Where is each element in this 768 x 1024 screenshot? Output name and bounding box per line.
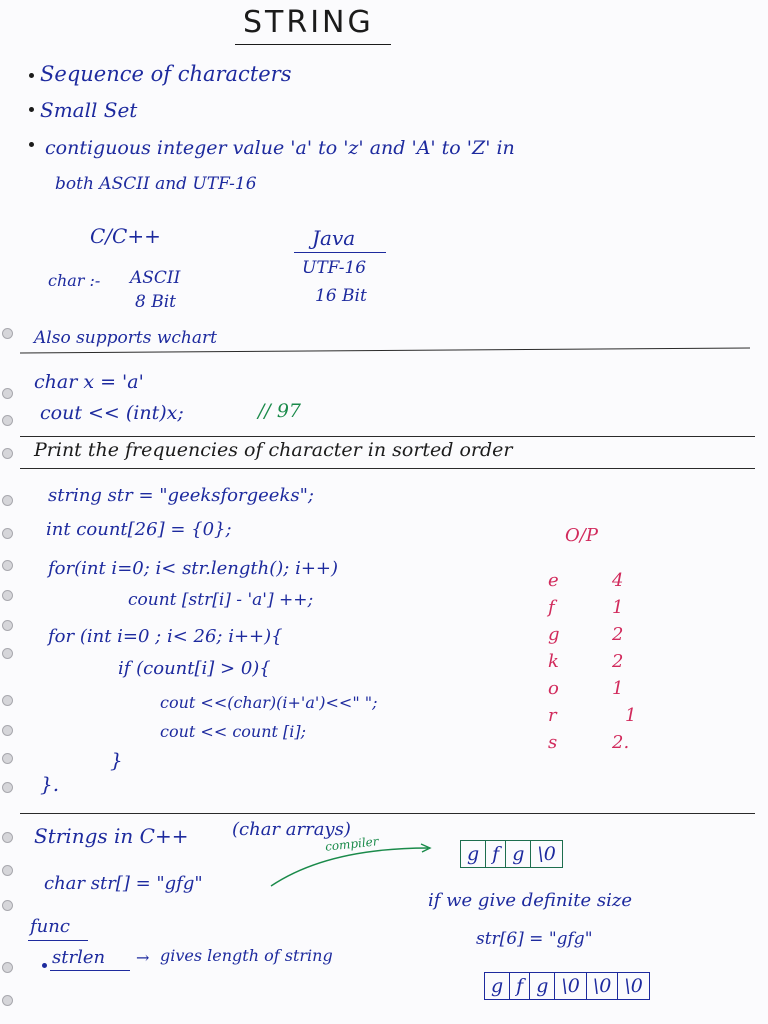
- also-supports-text: Also supports wchart: [34, 328, 217, 348]
- binder-hole: [2, 560, 13, 571]
- section-divider: [20, 468, 755, 469]
- binder-hole: [2, 865, 13, 876]
- array-cell: \0: [587, 973, 619, 999]
- array-cell: f: [486, 841, 506, 867]
- binder-hole: [2, 620, 13, 631]
- code-line-8: cout << count [i];: [160, 722, 307, 741]
- array-cell: g: [530, 973, 555, 999]
- code-line-5: for (int i=0 ; i< 26; i++){: [48, 626, 283, 647]
- java-header: Java: [312, 226, 356, 250]
- array-cell: \0: [537, 843, 556, 865]
- page-title: STRING: [243, 5, 374, 40]
- strings-c-sub: (char arrays): [232, 819, 351, 840]
- binder-hole: [2, 995, 13, 1006]
- array-cell: f: [510, 973, 530, 999]
- code-line-7: cout <<(char)(i+'a')<<" ";: [160, 693, 378, 712]
- char-label: char :-: [48, 271, 101, 290]
- binder-hole: [2, 753, 13, 764]
- java-bits: 16 Bit: [315, 286, 367, 306]
- code-line-1: string str = "geeksforgeeks";: [48, 485, 314, 506]
- java-encoding: UTF-16: [302, 258, 367, 278]
- section-divider: [20, 813, 755, 814]
- strlen-name: strlen: [52, 947, 106, 968]
- code-line-6: if (count[i] > 0){: [118, 658, 271, 679]
- decl-sized-line: str[6] = "gfg": [476, 929, 593, 949]
- intro-bullet-3: contiguous integer value 'a' to 'z' and 'A' to 'Z' in: [45, 137, 515, 159]
- output-count: 1: [612, 597, 624, 618]
- strlen-arrow-icon: →: [136, 948, 150, 967]
- strings-c-heading: Strings in C++: [34, 824, 189, 848]
- char-example-comment: // 97: [258, 400, 302, 422]
- frequency-heading: Print the frequencies of character in sorted order: [34, 439, 513, 461]
- java-underline: [294, 252, 386, 253]
- intro-bullet-3-cont: both ASCII and UTF-16: [55, 174, 257, 194]
- definite-note: if we give definite size: [428, 890, 633, 911]
- bullet-icon: [29, 142, 34, 147]
- c-header: C/C++: [90, 224, 161, 248]
- strlen-desc: gives length of string: [160, 946, 333, 965]
- output-count: 2: [612, 624, 624, 645]
- bullet-icon: [42, 963, 47, 968]
- binder-hole: [2, 590, 13, 601]
- binder-hole: [2, 528, 13, 539]
- bullet-icon: [29, 107, 34, 112]
- c-bits: 8 Bit: [135, 292, 176, 312]
- compiler-note: compiler: [324, 834, 380, 854]
- code-line-3: for(int i=0; i< str.length(); i++): [48, 558, 339, 579]
- char-example-line2: cout << (int)x;: [40, 402, 184, 424]
- binder-hole: [2, 832, 13, 843]
- section-divider: [20, 347, 750, 353]
- binder-hole: [2, 695, 13, 706]
- output-char: e: [548, 570, 559, 591]
- func-underline: [28, 940, 88, 941]
- bullet-icon: [29, 73, 34, 78]
- binder-hole: [2, 782, 13, 793]
- c-encoding: ASCII: [130, 268, 181, 288]
- array-cell: \0: [624, 975, 643, 997]
- output-char: f: [548, 597, 555, 618]
- array-cell: g: [485, 973, 510, 999]
- char-array-sized: [484, 972, 650, 1000]
- output-char: o: [548, 678, 559, 699]
- code-line-2: int count[26] = {0};: [46, 519, 232, 540]
- output-count: 4: [612, 570, 624, 591]
- output-char: s: [548, 732, 558, 753]
- binder-hole: [2, 388, 13, 399]
- decl-line: char str[] = "gfg": [44, 873, 203, 894]
- binder-hole: [2, 648, 13, 659]
- intro-bullet-1: Sequence of characters: [40, 62, 292, 86]
- array-cell: g: [506, 841, 531, 867]
- char-array-gfg: [460, 840, 563, 868]
- array-cell: \0: [555, 973, 587, 999]
- section-divider: [20, 436, 755, 437]
- output-count: 2.: [612, 732, 630, 753]
- binder-hole: [2, 495, 13, 506]
- binder-hole: [2, 328, 13, 339]
- intro-bullet-2: Small Set: [40, 98, 138, 122]
- output-count: 1: [612, 678, 624, 699]
- binder-hole: [2, 962, 13, 973]
- output-char: r: [548, 705, 557, 726]
- code-line-9: }: [110, 748, 123, 772]
- output-char: g: [548, 624, 560, 645]
- binder-hole: [2, 725, 13, 736]
- output-count: 2: [612, 651, 624, 672]
- binder-hole: [2, 900, 13, 911]
- array-cell: g: [461, 841, 486, 867]
- code-line-4: count [str[i] - 'a'] ++;: [128, 590, 314, 610]
- compiler-arrow-icon: [268, 838, 440, 890]
- binder-hole: [2, 448, 13, 459]
- code-line-10: }.: [40, 772, 60, 796]
- char-example-line1: char x = 'a': [34, 371, 144, 393]
- title-underline: [235, 44, 391, 45]
- strlen-underline: [50, 970, 130, 971]
- output-char: k: [548, 651, 559, 672]
- binder-hole: [2, 415, 13, 426]
- func-label: func: [30, 916, 70, 937]
- output-label: O/P: [565, 525, 598, 546]
- output-count: 1: [625, 705, 637, 726]
